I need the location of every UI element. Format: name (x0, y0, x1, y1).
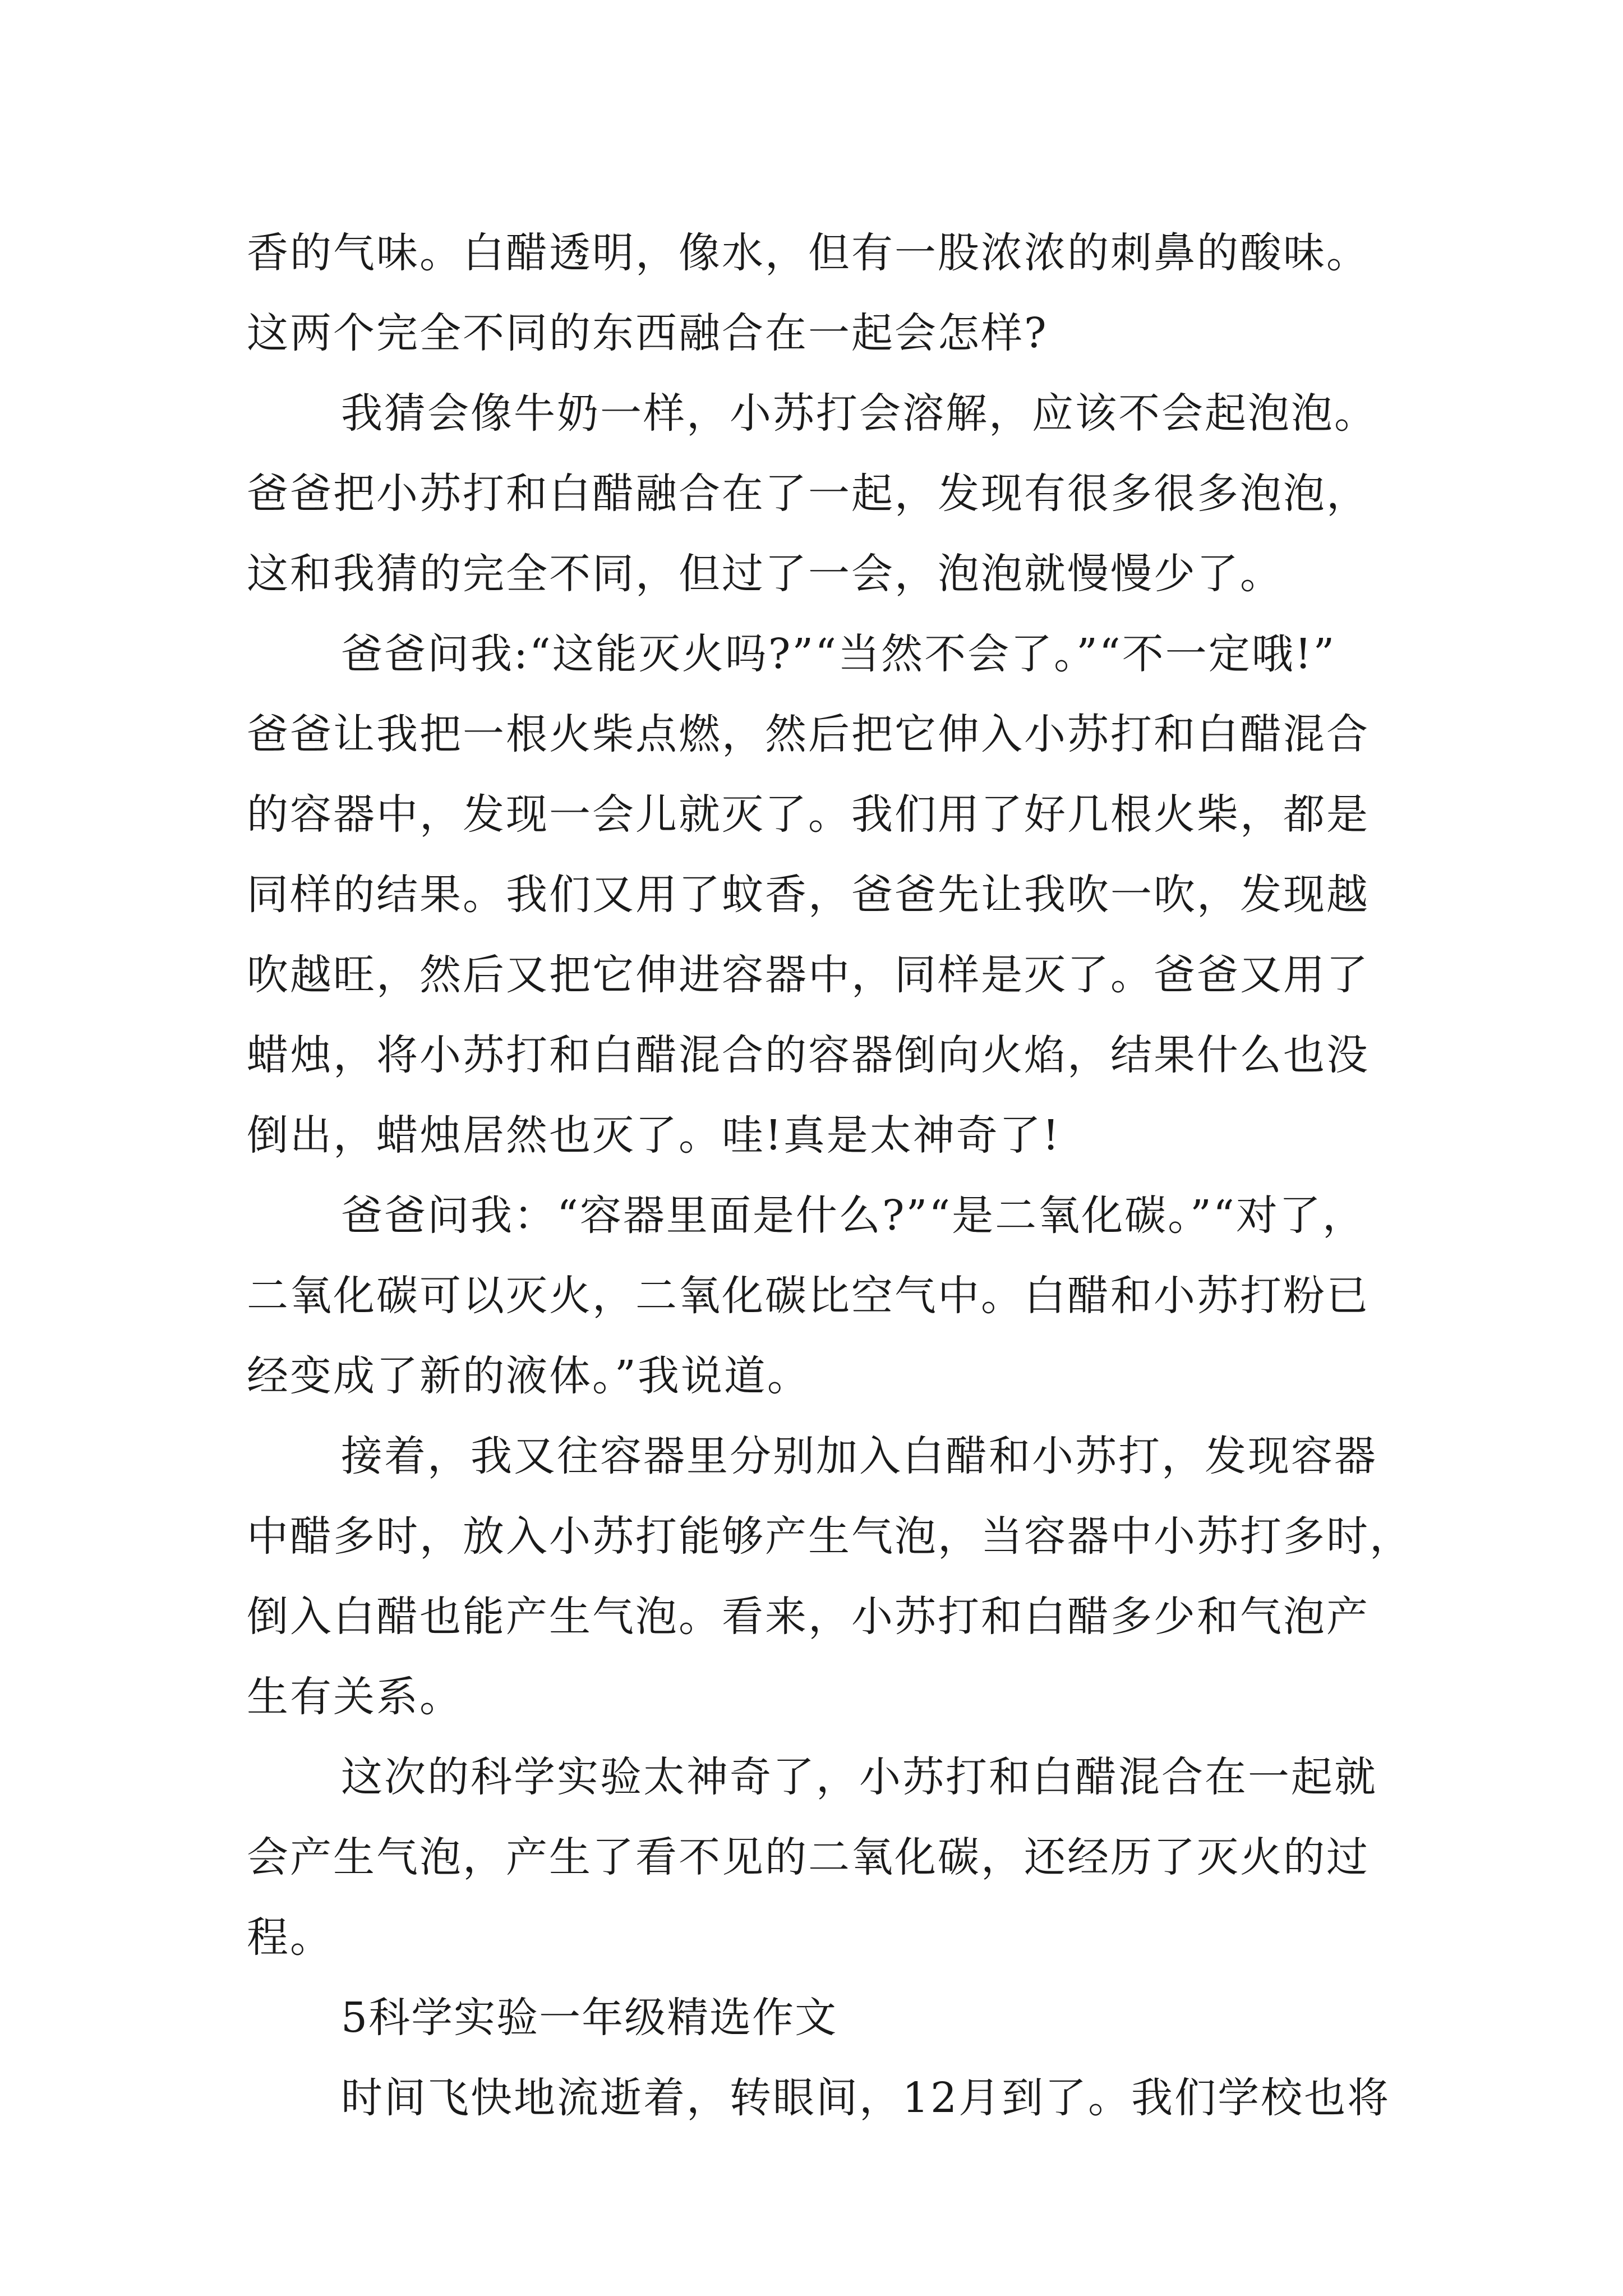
paragraph-start-line: 接着，我又往容器里分别加入白醋和小苏打，发现容器 (341, 1432, 1377, 1480)
text-line: 的容器中，发现一会儿就灭了。我们用了好几根火柴，都是 (247, 790, 1370, 839)
paragraph-start-line: 爸爸问我：“容器里面是什么?”“是二氧化碳。”“对了， (341, 1191, 1366, 1240)
text-line: 会产生气泡，产生了看不见的二氧化碳，还经历了灭火的过 (247, 1833, 1370, 1881)
section-heading: 5科学实验一年级精选作文 (341, 1994, 838, 2042)
text-line: 吹越旺，然后又把它伸进容器中，同样是灭了。爸爸又用了 (247, 951, 1370, 999)
paragraph-start-line: 时间飞快地流逝着，转眼间，12月到了。我们学校也将 (341, 2074, 1391, 2122)
text-line: 程。 (247, 1913, 333, 1962)
paragraph-start-line: 我猜会像牛奶一样，小苏打会溶解，应该不会起泡泡。 (341, 389, 1377, 438)
paragraph-start-line: 爸爸问我:“这能灭火吗?”“当然不会了。”“不一定哦!” (341, 630, 1336, 678)
text-line: 倒入白醋也能产生气泡。看来，小苏打和白醋多少和气泡产 (247, 1593, 1370, 1641)
document-body (247, 213, 1413, 2138)
text-line: 经变成了新的液体。”我说道。 (247, 1352, 810, 1400)
text-line: 这两个完全不同的东西融合在一起会怎样? (247, 309, 1048, 357)
text-line: 生有关系。 (247, 1673, 463, 1721)
text-line: 蜡烛，将小苏打和白醋混合的容器倒向火焰，结果什么也没 (247, 1031, 1370, 1079)
text-line: 爸爸让我把一根火柴点燃，然后把它伸入小苏打和白醋混合 (247, 710, 1370, 758)
paragraph-start-line: 这次的科学实验太神奇了，小苏打和白醋混合在一起就 (341, 1753, 1377, 1801)
text-line: 二氧化碳可以灭火，二氧化碳比空气中。白醋和小苏打粉已 (247, 1272, 1370, 1320)
text-line: 倒出，蜡烛居然也灭了。哇!真是太神奇了! (247, 1111, 1061, 1159)
text-line: 中醋多时，放入小苏打能够产生气泡，当容器中小苏打多时， (247, 1512, 1413, 1561)
text-line: 爸爸把小苏打和白醋融合在了一起，发现有很多很多泡泡， (247, 470, 1370, 518)
text-line: 同样的结果。我们又用了蚊香，爸爸先让我吹一吹，发现越 (247, 871, 1370, 919)
text-line: 这和我猜的完全不同，但过了一会，泡泡就慢慢少了。 (247, 550, 1283, 598)
text-line: 香的气味。白醋透明，像水，但有一股浓浓的刺鼻的酸味。 (247, 229, 1370, 277)
